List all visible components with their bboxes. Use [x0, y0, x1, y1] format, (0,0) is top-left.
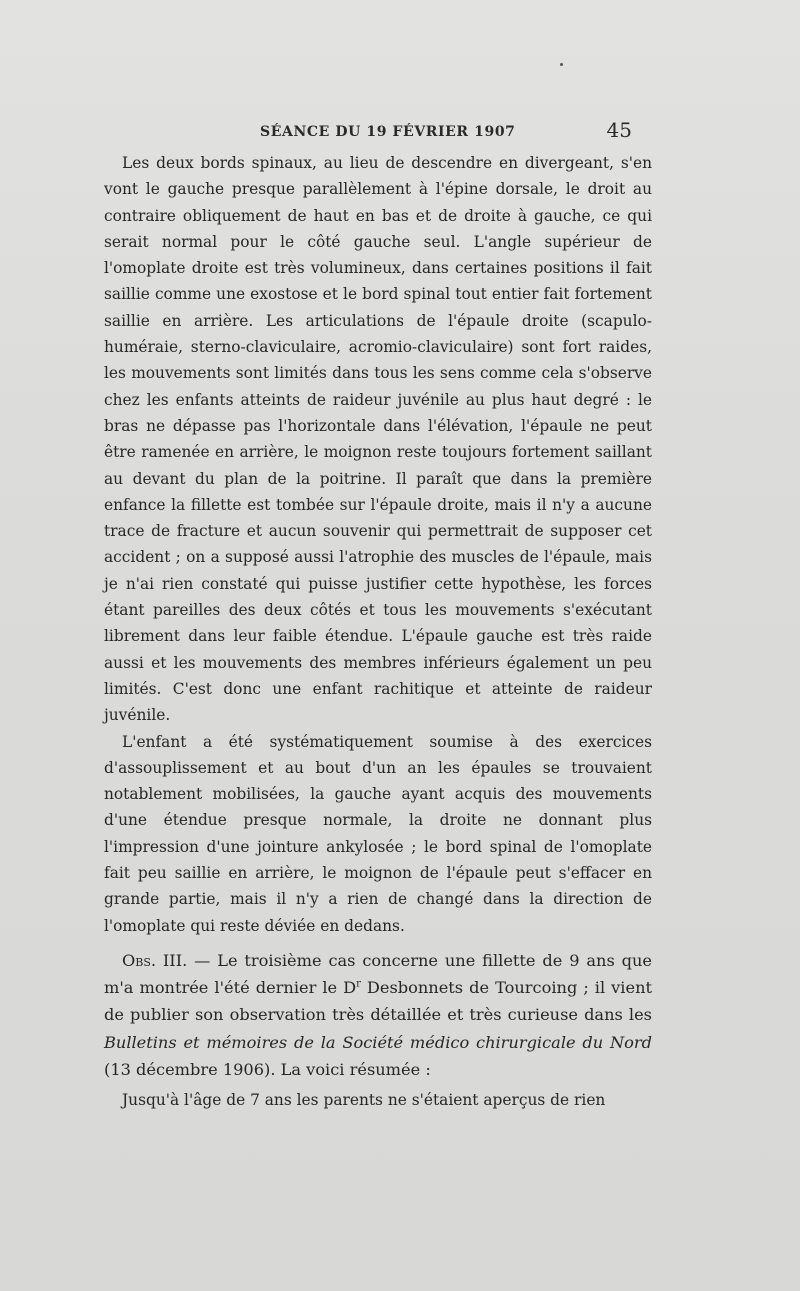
journal-title: Bulletins et mémoires de la Société médico chirurgicale du Nord [104, 1032, 652, 1052]
body-text [104, 150, 652, 1113]
paragraph-2: L'enfant a été systématiquement soumise à des exercices d'assouplissement et au bout d'un an les épaules se trouvaient notablement mobilisées, la gauche ayant acquis des mouvements d'une étendue presque normale, la droite ne donnant plus l'impression d'une jointure ankylosée ; le bord spinal de l'omoplate fait peu saillie en arrière, le moignon de l'épaule peut s'effacer en grande partie, mais il n'y a rien de changé dans la direction de l'omoplate qui reste déviée en dedans. [104, 732, 652, 935]
observation-text-c: (13 décembre 1906). La voici résumée : [104, 1059, 431, 1079]
doctor-superscript: r [356, 978, 361, 990]
running-head: SÉANCE DU 19 FÉVRIER 1907 [260, 124, 516, 140]
page-number: 45 [606, 118, 632, 142]
observation-label: Obs. III. [122, 950, 188, 970]
ink-speck [560, 63, 563, 66]
paragraph-observation-3 [104, 947, 652, 1083]
page-header [104, 118, 652, 148]
observation-text-a: — Le troisième cas concerne une fillette de 9 ans que m'a montrée l'été dernier le D [104, 950, 652, 998]
paragraph-4: Jusqu'à l'âge de 7 ans les parents ne s'étaient aperçus de rien [122, 1090, 606, 1109]
observation-text-b: Desbonnets de Tourcoing ; il vient de publier son observation très détaillée et très curieuse dans les [104, 978, 652, 1025]
paragraph-1: Les deux bords spinaux, au lieu de descendre en divergeant, s'en vont le gauche presque parallèlement à l'épine dorsale, le droit au contraire obliquement de haut en bas et de droite à gauche, ce qui serait normal pour le côté gauche seul. L'angle supérieur de l'omoplate droite est très volumineux, dans certaines positions il fait saillie comme une exostose et le bord spinal tout entier fait fortement saillie en arrière. Les articulations de l'épaule droite (scapulo-huméraie, sterno-claviculaire, acromio-claviculaire) sont fort raides, les mouvements sont limités dans tous les sens comme cela s'observe chez les enfants atteints de raideur juvénile au plus haut degré : le bras ne dépasse pas l'horizontale dans l'élévation, l'épaule ne peut être ramenée en arrière, le moignon reste toujours fortement saillant au devant du plan de la poitrine. Il paraît que dans la première enfance la fillette est tombée sur l'épaule droite, mais il n'y a aucune trace de fracture et aucun souvenir qui permettrait de supposer cet accident ; on a supposé aussi l'atrophie des muscles de l'épaule, mais je n'ai rien constaté qui puisse justifier cette hypothèse, les forces étant pareilles des deux côtés et tous les mouvements s'exécutant librement dans leur faible étendue. L'épaule gauche est très raide aussi et les mouvements des membres inférieurs également un peu limités. C'est donc une enfant rachitique et atteinte de raideur juvénile. [104, 154, 652, 725]
